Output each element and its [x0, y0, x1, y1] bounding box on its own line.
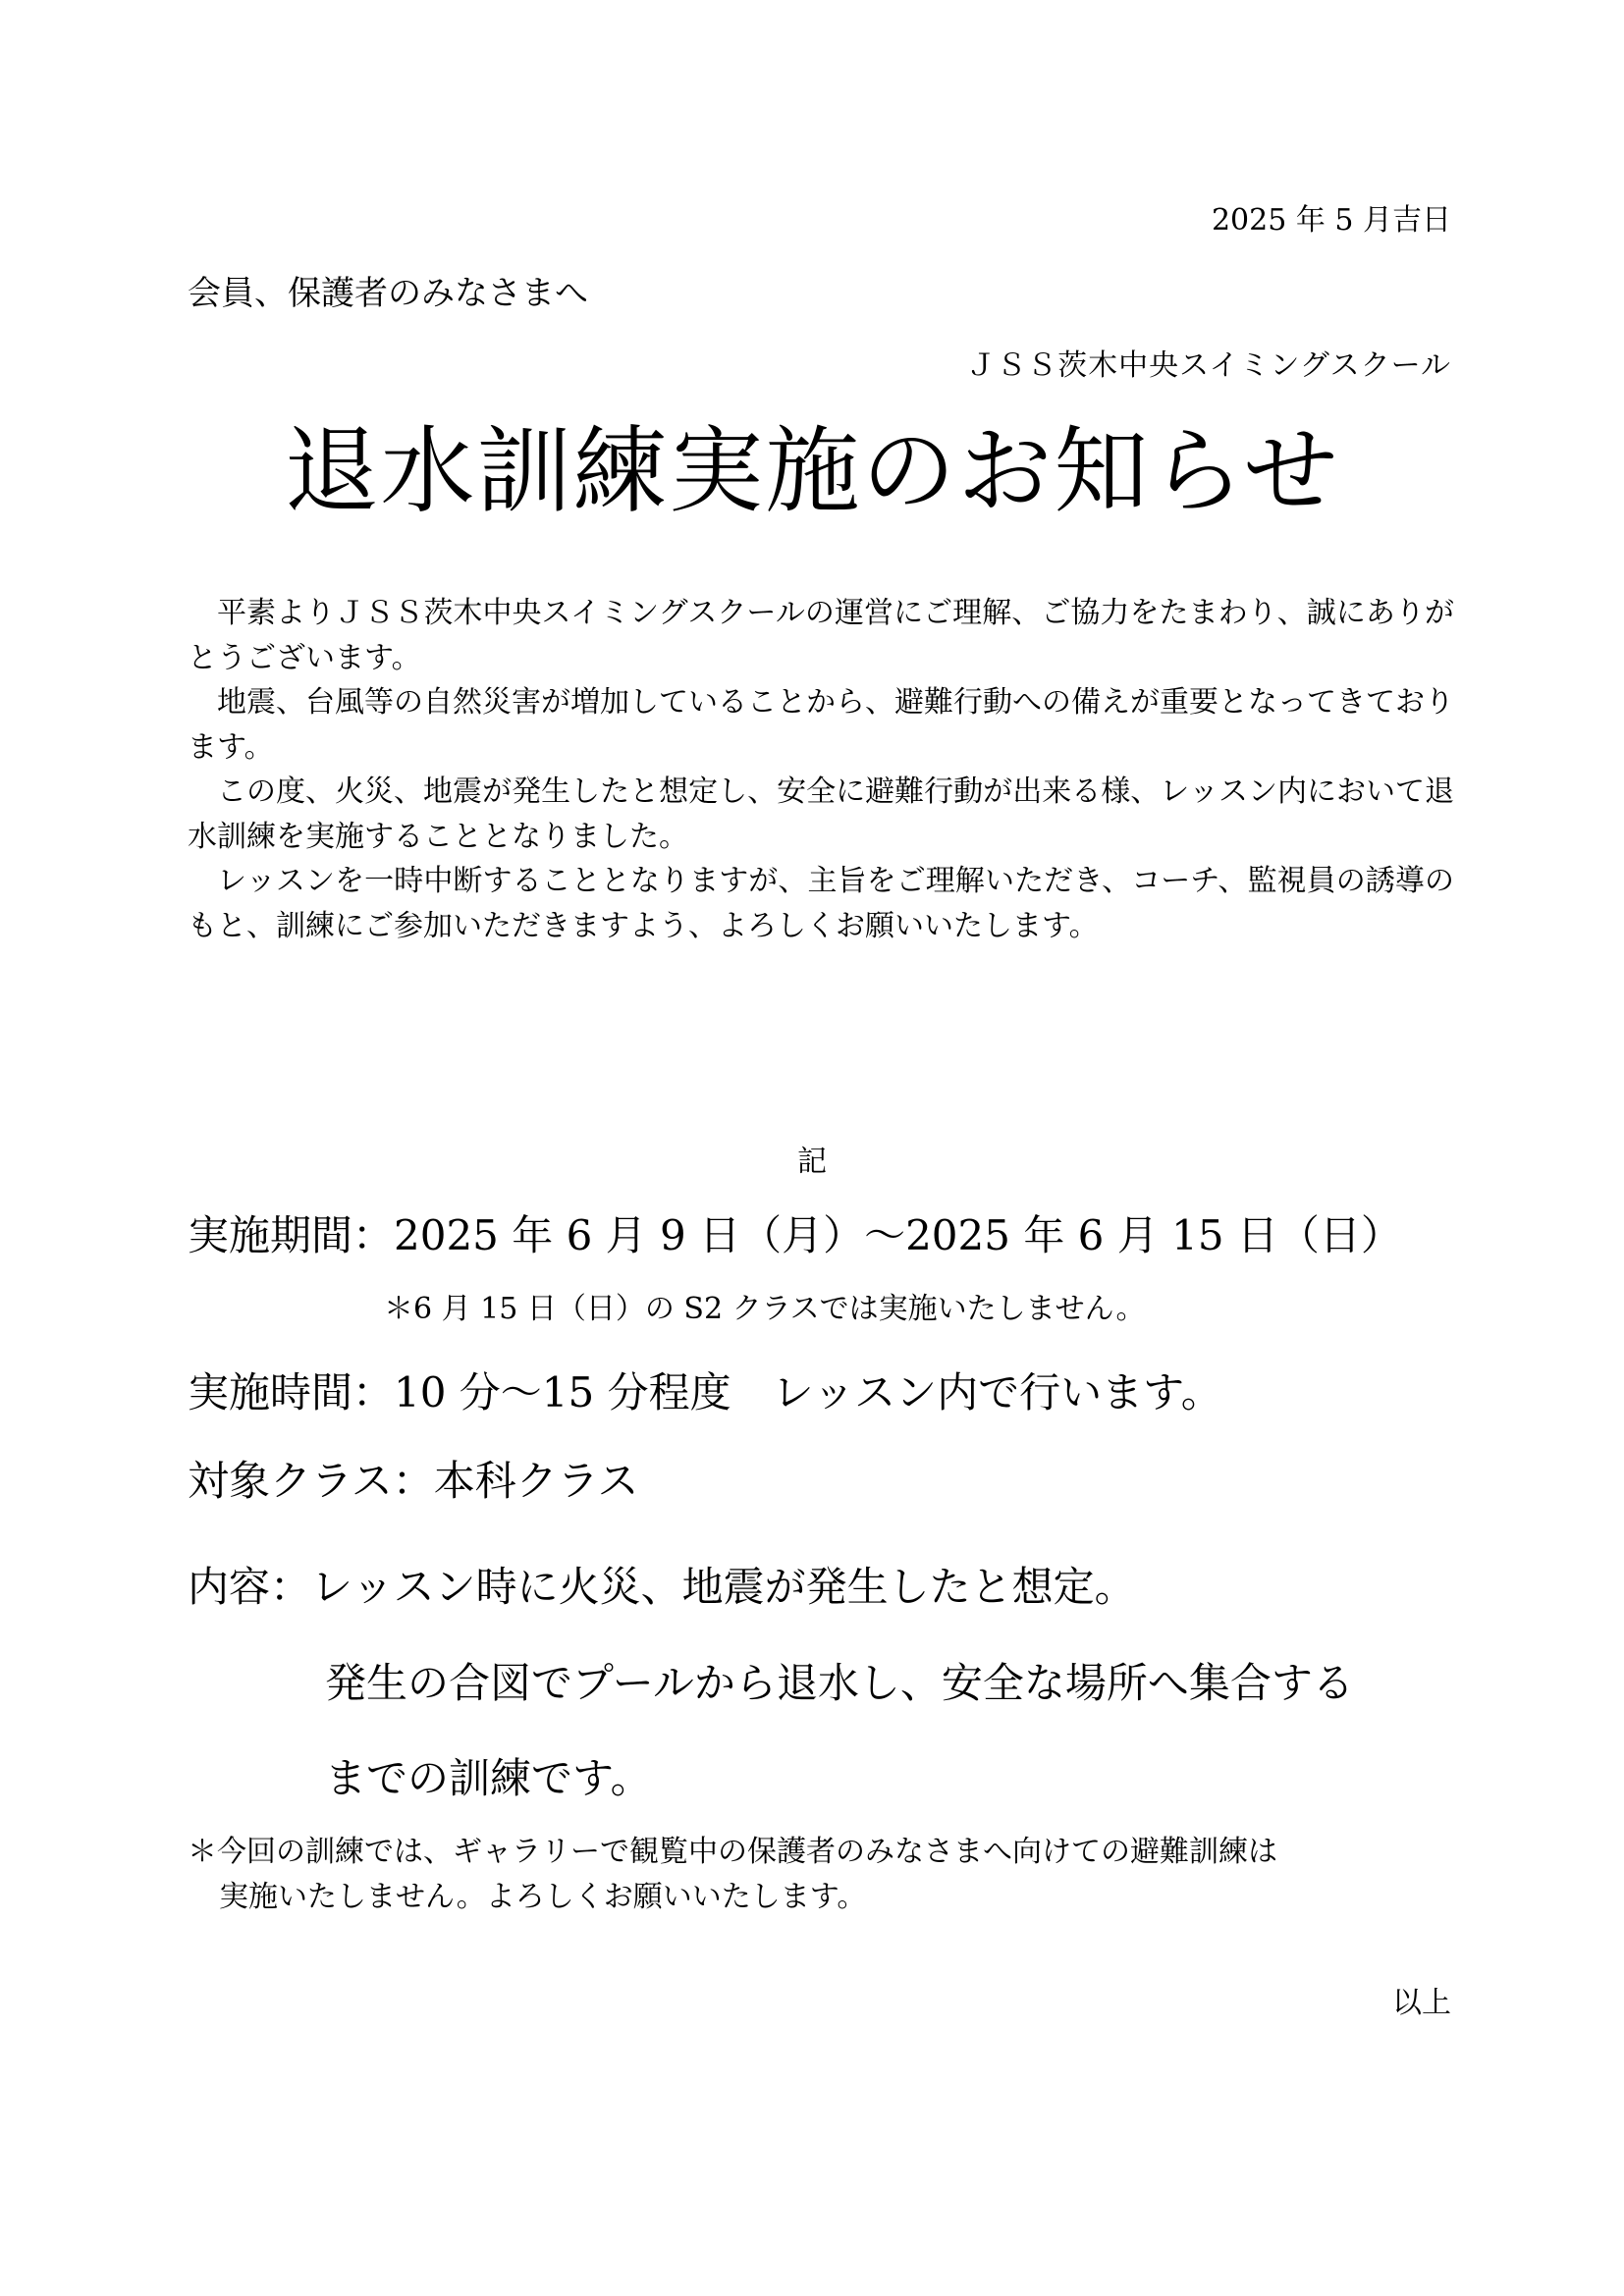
body-paragraph: 地震、台風等の自然災害が増加していることから、避難行動への備えが重要となってきております。: [188, 685, 1454, 765]
document-title: 退水訓練実施のお知らせ: [284, 416, 1340, 526]
period-line: 実施期間：2025 年 6 月 9 日（月）～2025 年 6 月 15 日（日）: [188, 1211, 1402, 1259]
body-text: [188, 591, 1454, 948]
target-class-line: 対象クラス：本科クラス: [188, 1457, 639, 1505]
closing-mark: 以上: [1392, 1986, 1451, 2020]
period-note: ＊6 月 15 日（日）の S2 クラスでは実施いたしません。: [384, 1292, 1146, 1326]
body-paragraph: レッスンを一時中断することとなりますが、主旨をご理解いただき、コーチ、監視員の誘導のもと、訓練にご参加いただきますよう、よろしくお願いいたします。: [188, 864, 1454, 943]
content-line: 内容：レッスン時に火災、地震が発生したと想定。: [188, 1563, 1136, 1611]
content-line-continued: 発生の合図でプールから退水し、安全な場所へ集合する: [325, 1659, 1354, 1707]
footnote-line-continued: 実施いたしません。よろしくお願いいたします。: [219, 1880, 867, 1914]
footnote-line: ＊今回の訓練では、ギャラリーで観覧中の保護者のみなさまへ向けての避難訓練は: [188, 1835, 1277, 1869]
body-paragraph: 平素よりＪＳＳ茨木中央スイミングスクールの運営にご理解、ご協力をたまわり、誠にありがとうございます。: [188, 596, 1454, 675]
ki-heading: 記: [797, 1145, 827, 1179]
sender-name: ＪＳＳ茨木中央スイミングスクール: [966, 348, 1451, 383]
content-line-continued: までの訓練です。: [325, 1754, 652, 1802]
document-date: 2025 年 5 月吉日: [1211, 203, 1451, 238]
recipient-line: 会員、保護者のみなさまへ: [188, 274, 588, 313]
duration-line: 実施時間：10 分～15 分程度 レッスン内で行います。: [188, 1368, 1222, 1416]
body-paragraph: この度、火災、地震が発生したと想定し、安全に避難行動が出来る様、レッスン内において退水訓練を実施することとなりました。: [188, 774, 1454, 854]
